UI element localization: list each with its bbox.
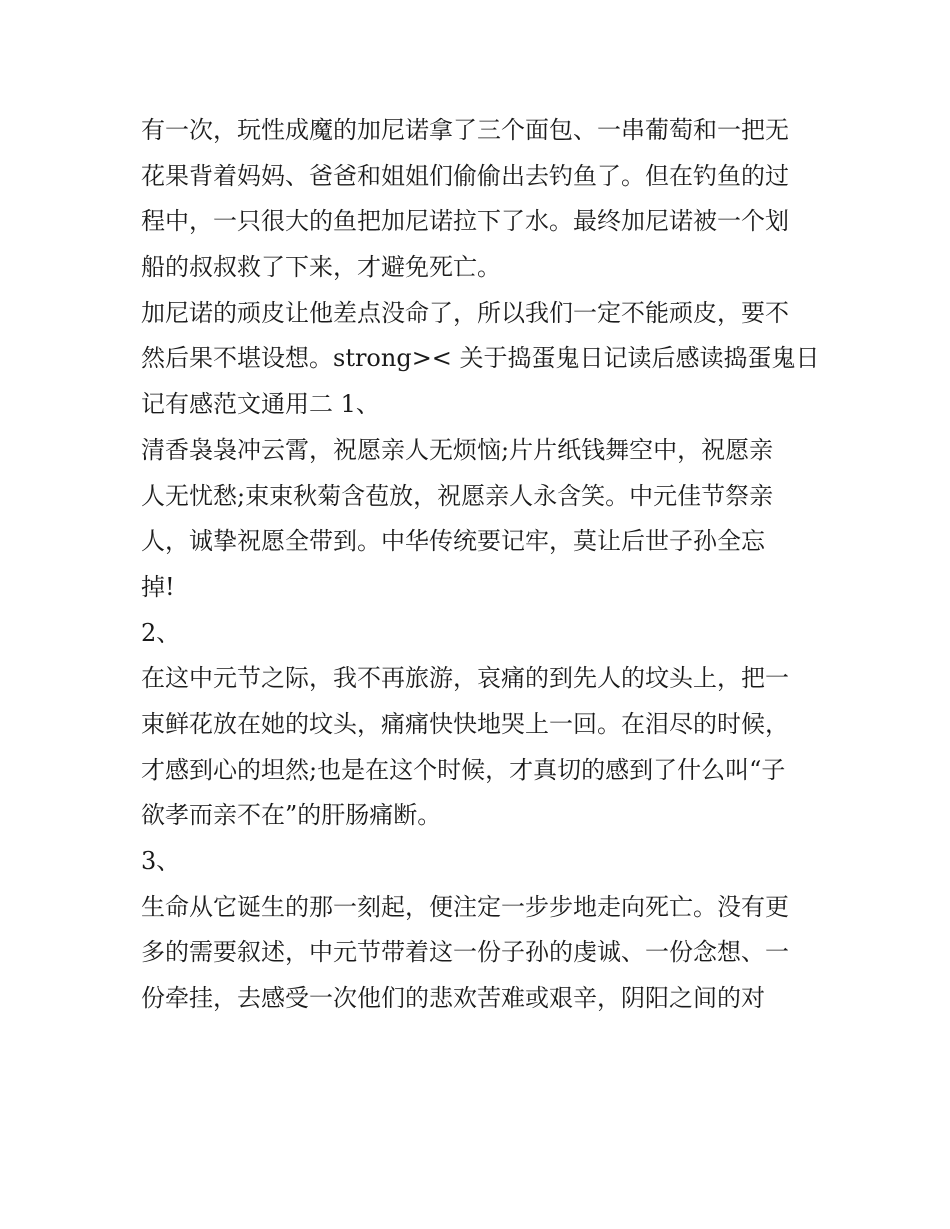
text-line: 才感到心的坦然;也是在这个时候，才真切的感到了什么叫“子 [141, 755, 786, 784]
paragraph-blessing [141, 428, 821, 611]
text-line: 束鲜花放在她的坟头，痛痛快快地哭上一回。在泪尽的时候， [141, 709, 789, 738]
text-line: 花果背着妈妈、爸爸和姐姐们偷偷出去钓鱼了。但在钓鱼的过 [141, 161, 789, 190]
text-line: 人无忧愁;束束秋菊含苞放，祝愿亲人永含笑。中元佳节祭亲 [141, 481, 774, 510]
text-line: 然后果不堪设想。strong>< 关于捣蛋鬼日记读后感读捣蛋鬼日 [141, 344, 820, 373]
text-line: 在这中元节之际，我不再旅游，哀痛的到先人的坟头上，把一 [141, 664, 789, 693]
text-line: 多的需要叙述，中元节带着这一份子孙的虔诚、一份念想、一 [141, 938, 789, 967]
section-number-2 [141, 611, 821, 657]
section-number-3 [141, 839, 821, 885]
text-line: 船的叔叔救了下来，才避免死亡。 [141, 253, 501, 282]
paragraph-lesson [141, 291, 821, 428]
text-line: 2、 [141, 618, 181, 647]
text-line: 加尼诺的顽皮让他差点没命了，所以我们一定不能顽皮，要不 [141, 298, 789, 327]
text-line: 欲孝而亲不在”的肝肠痛断。 [141, 801, 442, 830]
text-line: 有一次，玩性成魔的加尼诺拿了三个面包、一串葡萄和一把无 [141, 116, 789, 144]
text-line: 记有感范文通用二 1、 [141, 390, 380, 419]
text-line: 份牵挂，去感受一次他们的悲欢苦难或艰辛，阴阳之间的对 [141, 984, 765, 1013]
text-line: 3、 [141, 847, 181, 875]
paragraph-mourning [141, 656, 821, 839]
paragraph-life [141, 885, 821, 1022]
text-line: 程中，一只很大的鱼把加尼诺拉下了水。最终加尼诺被一个划 [141, 207, 789, 236]
text-line: 掉! [141, 572, 175, 601]
text-line: 清香袅袅冲云霄，祝愿亲人无烦恼;片片纸钱舞空中，祝愿亲 [141, 435, 774, 464]
text-line: 生命从它诞生的那一刻起，便注定一步步地走向死亡。没有更 [141, 892, 789, 921]
paragraph-fishing-story [141, 108, 821, 291]
text-line: 人，诚挚祝愿全带到。中华传统要记牢，莫让后世子孙全忘 [141, 527, 765, 556]
document-body [141, 108, 821, 1022]
